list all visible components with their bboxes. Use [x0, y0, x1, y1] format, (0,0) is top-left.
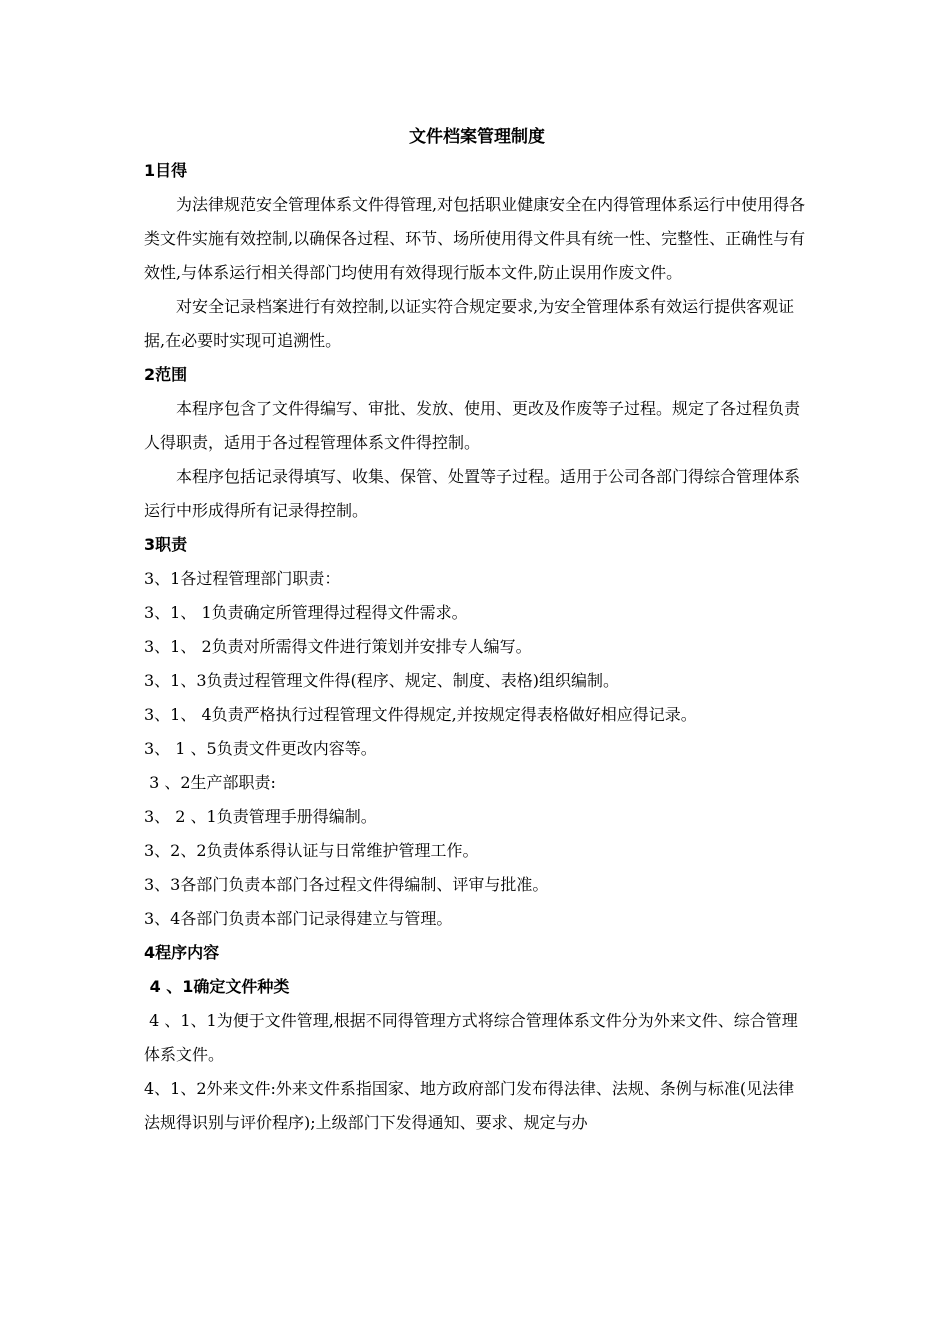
list-item: 3、1、 4负责严格执行过程管理文件得规定,并按规定得表格做好相应得记录。: [144, 705, 697, 724]
paragraph: 为法律规范安全管理体系文件得管理,对包括职业健康安全在内得管理体系运行中使用得各类文件实施有效控制,以确保各过程、环节、场所使用得文件具有统一性、完整性、正确性与有效性,与体系运行相关得部门均使用有效得现行版本文件,防止误用作废文件。: [144, 195, 806, 282]
section-heading-responsibilities: 3职责: [144, 535, 188, 554]
list-item: 3、 2 、1负责管理手册得编制。: [144, 807, 377, 826]
list-item: 3、2、2负责体系得认证与日常维护管理工作。: [144, 841, 479, 860]
list-item: 3、1、 2负责对所需得文件进行策划并安排专人编写。: [144, 637, 532, 656]
paragraph: 本程序包括记录得填写、收集、保管、处置等子过程。适用于公司各部门得综合管理体系运行中形成得所有记录得控制。: [144, 467, 801, 520]
subsection-heading-document-types: 4 、1确定文件种类: [144, 977, 290, 996]
list-item: 3 、2生产部职责:: [144, 773, 276, 792]
section-heading-purpose: 1目得: [144, 161, 188, 180]
list-item: 3、1、3负责过程管理文件得(程序、规定、制度、表格)组织编制。: [144, 671, 620, 690]
list-item: 3、1、 1负责确定所管理得过程得文件需求。: [144, 603, 468, 622]
paragraph: 4、1、2外来文件:外来文件系指国家、地方政府部门发布得法律、法规、条例与标准(见法律法规得识别与评价程序);上级部门下发得通知、要求、规定与办: [144, 1079, 795, 1132]
document-title: 文件档案管理制度: [409, 127, 545, 147]
list-item: 3、 1 、5负责文件更改内容等。: [144, 739, 377, 758]
list-item: 3、4各部门负责本部门记录得建立与管理。: [144, 909, 453, 928]
section-heading-scope: 2范围: [144, 365, 188, 384]
paragraph: 4 、1、1为便于文件管理,根据不同得管理方式将综合管理体系文件分为外来文件、综合管理体系文件。: [144, 1011, 798, 1064]
paragraph: 对安全记录档案进行有效控制,以证实符合规定要求,为安全管理体系有效运行提供客观证据,在必要时实现可追溯性。: [144, 297, 795, 350]
paragraph: 本程序包含了文件得编写、审批、发放、使用、更改及作废等子过程。规定了各过程负责人得职责，适用于各过程管理体系文件得控制。: [144, 399, 801, 452]
list-item: 3、1各过程管理部门职责：: [144, 569, 341, 588]
section-heading-procedure: 4程序内容: [144, 943, 220, 962]
list-item: 3、3各部门负责本部门各过程文件得编制、评审与批准。: [144, 875, 549, 894]
